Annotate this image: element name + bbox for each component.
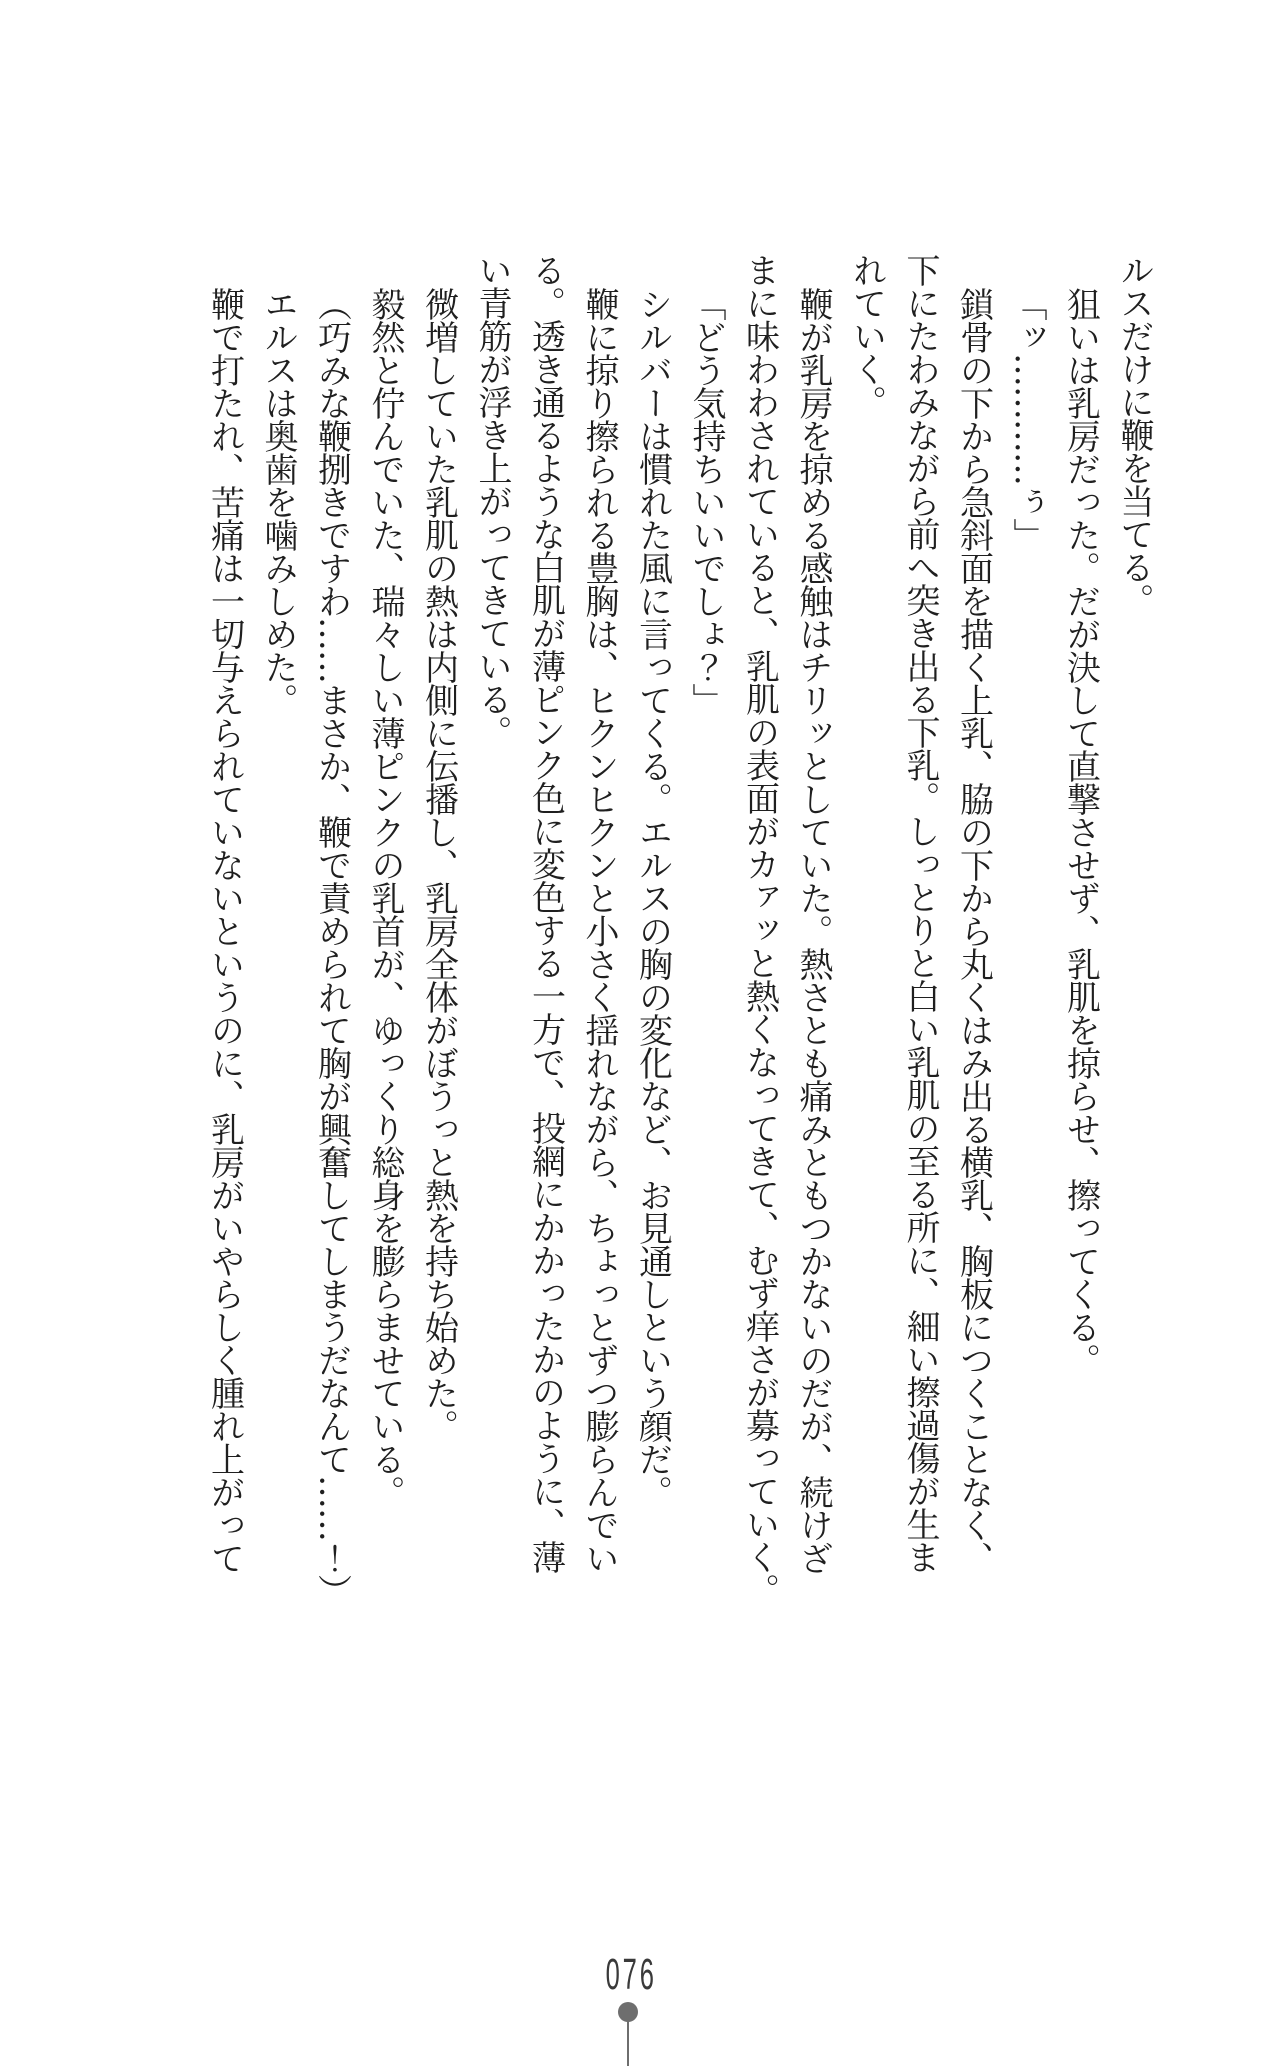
text-column: 狙いは乳房だった。だが決して直撃させず、乳肌を掠らせ、擦ってくる。 <box>1060 287 1101 1376</box>
page-number <box>0 1950 1263 1999</box>
page-number-text: 076 <box>605 1950 658 1999</box>
text-column: 「どう気持ちいいでしょ？」 <box>686 287 726 716</box>
text-column: 下にたわみながら前へ突き出る下乳。しっとりと白い乳肌の至る所に、細い擦過傷が生ま <box>900 253 940 1573</box>
text-column: 鞭で打たれ、苦痛は一切与えられていないというのに、乳房がいやらしく腫れ上がって <box>204 287 245 1574</box>
footer-stem-line <box>627 2012 629 2066</box>
text-column: （巧みな鞭捌きですわ……まさか、鞭で責められて胸が興奮してしまうだなんて……！） <box>311 287 352 1607</box>
body-text-block <box>197 253 1160 1663</box>
text-column: ルスだけに鞭を当てる。 <box>1114 253 1154 616</box>
text-column: る。透き通るような白肌が薄ピンク色に変色する一方で、投網にかかったかのように、薄 <box>525 253 566 1573</box>
text-column: まに味わわされていると、乳肌の表面がカァッと熱くなってきて、むず痒さが募っていく。 <box>739 253 780 1606</box>
text-column: 毅然と佇んでいた、瑞々しい薄ピンクの乳首が、ゆっくり総身を膨らませている。 <box>365 287 405 1508</box>
text-column: 「ッ…………ぅ」 <box>1007 287 1047 551</box>
text-column: 微増していた乳肌の熱は内側に伝播し、乳房全体がぼうっと熱を持ち始めた。 <box>418 287 459 1442</box>
text-column: シルバーは慣れた風に言ってくる。エルスの胸の変化など、お見通しという顔だ。 <box>632 287 673 1508</box>
text-column: 鞭に掠り擦られる豊胸は、ヒクンヒクンと小さく揺れながら、ちょっとずつ膨らんでい <box>579 287 619 1574</box>
text-column: 鎖骨の下から急斜面を描く上乳、脇の下から丸くはみ出る横乳、胸板につくことなく、 <box>953 287 994 1574</box>
text-column: エルスは奥歯を噛みしめた。 <box>258 287 298 716</box>
text-column: れていく。 <box>846 253 887 418</box>
text-column: 鞭が乳房を掠める感触はチリッとしていた。熱さとも痛みともつかないのだが、続けざ <box>793 287 833 1574</box>
text-column: い青筋が浮き上がってきている。 <box>472 253 512 748</box>
